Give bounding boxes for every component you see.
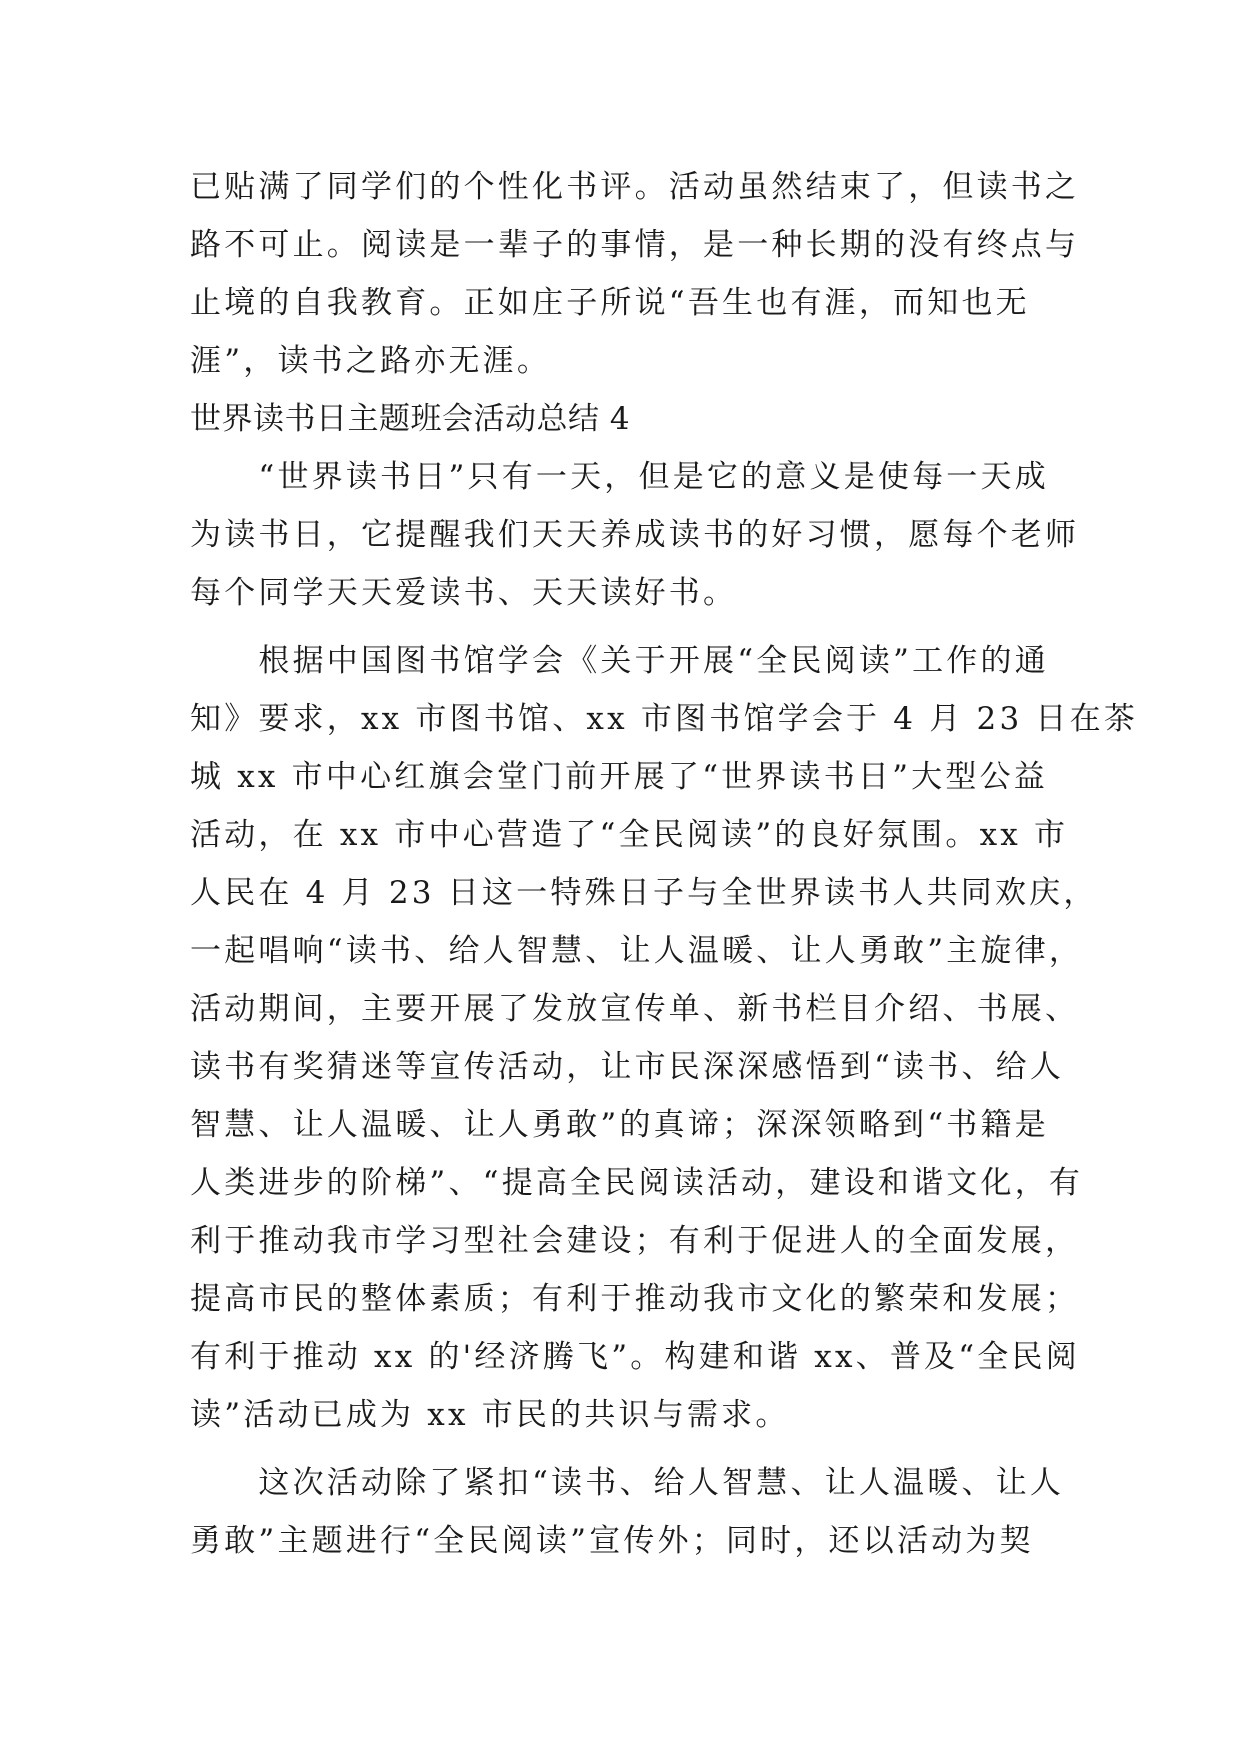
text-line: 每个同学天天爱读书、天天读好书。 [190,575,738,611]
paragraph-3 [190,632,1139,1444]
paragraph-gap [190,622,1070,632]
text-line: 根据中国图书馆学会《关于开展“全民阅读”工作的通 [190,643,1049,679]
text-line: 止境的自我教育。正如庄子所说“吾生也有涯，而知也无 [190,285,1030,321]
text-line: 活动期间，主要开展了发放宣传单、新书栏目介绍、书展、 [190,991,1080,1027]
text-line: 路不可止。阅读是一辈子的事情，是一种长期的没有终点与 [190,227,1080,263]
text-line: 知》要求，xx 市图书馆、xx 市图书馆学会于 4 月 23 日在茶 [190,701,1139,737]
text-line: 人民在 4 月 23 日这一特殊日子与全世界读书人共同欢庆， [190,875,1098,911]
text-line: 勇敢”主题进行“全民阅读”宣传外；同时，还以活动为契 [190,1523,1034,1559]
text-line: 智慧、让人温暖、让人勇敢”的真谛；深深领略到“书籍是 [190,1107,1049,1143]
text-line: 城 xx 市中心红旗会堂门前开展了“世界读书日”大型公益 [190,759,1048,795]
text-line: 涯”，读书之路亦无涯。 [190,343,552,379]
text-line: 一起唱响“读书、给人智慧、让人温暖、让人勇敢”主旋律， [190,933,1084,969]
text-line: 人类进步的阶梯”、“提高全民阅读活动，建设和谐文化，有 [190,1165,1084,1201]
text-line: 活动，在 xx 市中心营造了“全民阅读”的良好氛围。xx 市 [190,817,1069,853]
text-line: 读书有奖猜迷等宣传活动，让市民深深感悟到“读书、给人 [190,1049,1065,1085]
text-line: 利于推动我市学习型社会建设；有利于促进人的全面发展， [190,1223,1080,1259]
text-line: 为读书日，它提醒我们天天养成读书的好习惯，愿每个老师 [190,517,1080,553]
paragraph-gap [190,1444,1070,1454]
text-line: 提高市民的整体素质；有利于推动我市文化的繁荣和发展； [190,1281,1080,1317]
document-body [190,158,1139,1570]
section-heading: 世界读书日主题班会活动总结 4 [190,401,631,437]
paragraph-1 [190,158,1080,390]
text-line: 有利于推动 xx 的'经济腾飞”。构建和谐 xx、普及“全民阅 [190,1339,1080,1375]
paragraph-2 [190,448,1080,622]
text-line: 已贴满了同学们的个性化书评。活动虽然结束了，但读书之 [190,169,1080,205]
text-line: 这次活动除了紧扣“读书、给人智慧、让人温暖、让人 [190,1465,1065,1501]
text-line: “世界读书日”只有一天，但是它的意义是使每一天成 [190,459,1049,495]
paragraph-4 [190,1454,1070,1570]
text-line: 读”活动已成为 xx 市民的共识与需求。 [190,1397,790,1433]
